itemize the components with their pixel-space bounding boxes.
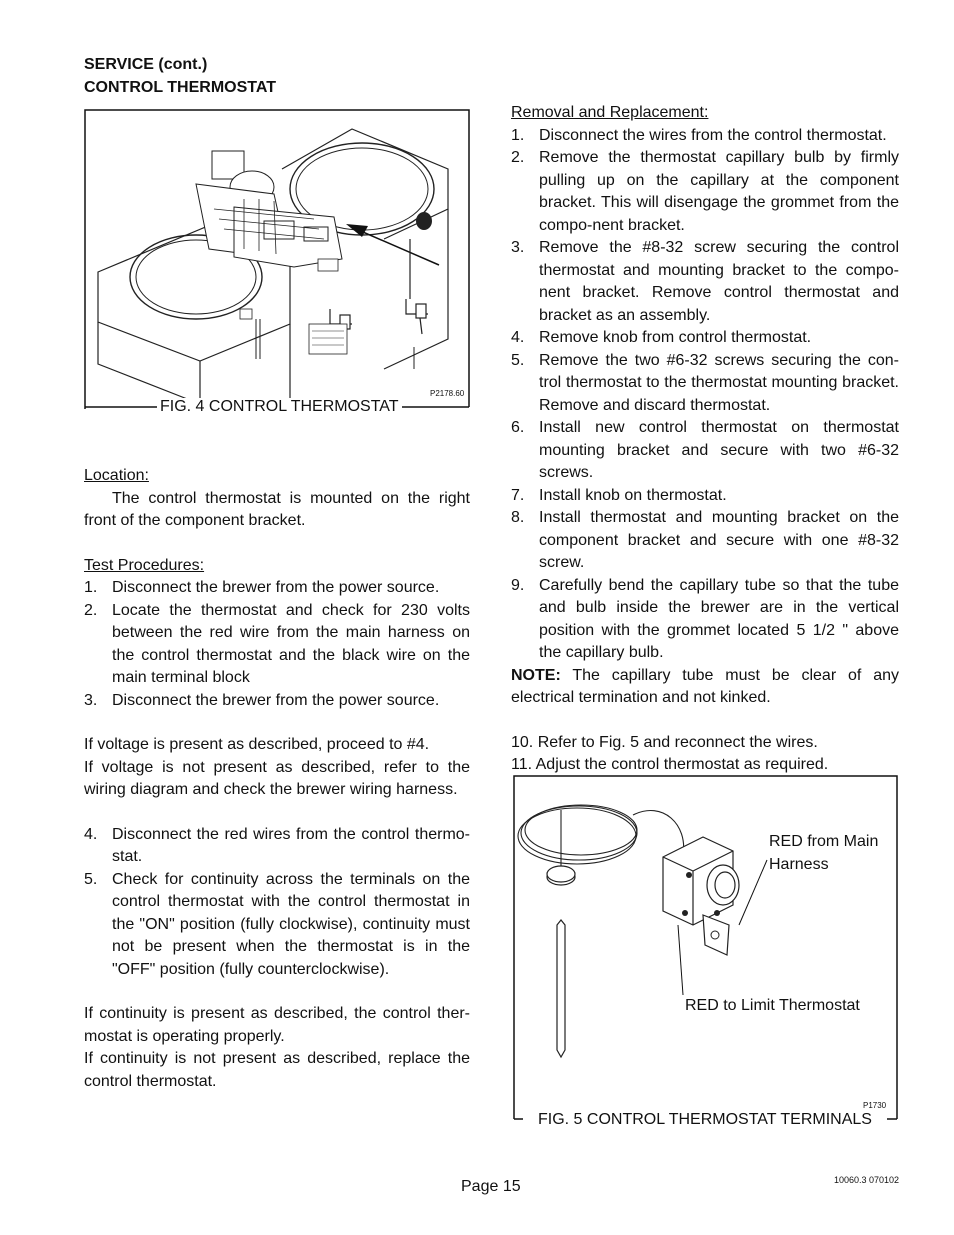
list-item <box>511 417 899 485</box>
page-number: Page 15 <box>461 1178 521 1195</box>
label-red-main-line1: RED from Main <box>769 833 879 850</box>
step-number: 1. <box>84 579 98 596</box>
subsection-heading: CONTROL THERMOSTAT <box>84 79 276 96</box>
fig4-part-id: P2178.60 <box>430 389 465 398</box>
step-number: 1. <box>511 126 525 144</box>
step-text: Locate the thermostat and check for 230 volts between the red wire from the main harness on the control thermostat and the black wire on the main terminal block <box>112 601 470 686</box>
step-10: 10. Refer to Fig. 5 and reconnect the wires. <box>511 733 818 751</box>
location-text: The control thermostat is mounted on the right front of the component bracket. <box>84 489 470 529</box>
list-item <box>511 125 899 148</box>
voltage-not-present-text: If voltage is not present as described, refer to the wiring diagram and check the brewer wiring harness. <box>84 758 470 798</box>
continuity-not-present-text: If continuity is not present as described, replace the control thermostat. <box>84 1050 470 1090</box>
location-heading: Location: <box>84 467 149 484</box>
test-steps-list <box>84 577 470 712</box>
step-number: 9. <box>511 576 525 594</box>
fig5-caption: FIG. 5 CONTROL THERMOSTAT TERMINALS <box>535 1111 875 1129</box>
step-number: 3. <box>511 239 525 256</box>
step-text: Disconnect the red wires from the control thermo-stat. <box>112 825 470 865</box>
step-text: Install new control thermostat on thermostat mounting bracket and secure with two #6-32 screws. <box>539 419 899 481</box>
document-id: 10060.3 070102 <box>834 1175 900 1185</box>
note-text: The capillary tube must be clear of any electrical termination and not kinked. <box>511 666 899 706</box>
step-text: Check for continuity across the terminals on the control thermostat with the control thermostat in the "ON" position (fully clockwise), continuity must not be present when the thermostat is in the "OFF" position (fully counterclockwise). <box>112 870 470 978</box>
step-text: Install thermostat and mounting bracket on the component bracket and secure with one #8-32 screw. <box>539 509 899 571</box>
step-number: 4. <box>84 825 98 843</box>
section-heading: SERVICE (cont.) <box>84 56 208 73</box>
note <box>511 665 899 710</box>
list-item <box>511 147 899 237</box>
list-item <box>511 575 899 665</box>
fig4-illustration <box>84 109 470 409</box>
step-number: 5. <box>511 351 525 369</box>
list-item <box>511 237 899 327</box>
step-text: Remove knob from control thermostat. <box>539 329 812 346</box>
list-item <box>511 507 899 575</box>
left-column <box>84 465 470 1093</box>
list-item <box>511 327 899 350</box>
step-number: 4. <box>511 329 525 346</box>
step-number: 2. <box>511 149 525 166</box>
step-number: 6. <box>511 419 525 436</box>
fig4-caption: FIG. 4 CONTROL THERMOSTAT <box>157 398 402 416</box>
list-item <box>511 485 899 508</box>
step-11: 11. Adjust the control thermostat as required. <box>511 756 829 773</box>
label-red-main-line2: Harness <box>769 856 829 873</box>
step-text: Carefully bend the capillary tube so that the tube and bulb inside the brewer are in the vertical position with the grommet located 5 1/2 " above the capillary bulb. <box>539 576 899 661</box>
fig4-frame <box>84 109 470 409</box>
removal-steps-list <box>511 125 899 665</box>
step-number: 5. <box>84 870 98 888</box>
right-column <box>511 102 899 777</box>
list-item <box>84 690 470 713</box>
label-red-limit: RED to Limit Thermostat <box>685 997 860 1014</box>
step-text: Remove the #8-32 screw securing the control thermostat and mounting bracket to the compo-nent bracket. Remove control thermostat and bracket as an assembly. <box>539 239 899 324</box>
step-number: 8. <box>511 509 525 526</box>
test-steps-list-2 <box>84 824 470 982</box>
step-text: Disconnect the wires from the control thermostat. <box>539 126 887 144</box>
step-text: Disconnect the brewer from the power source. <box>112 691 440 709</box>
fig5-part-id: P1730 <box>863 1101 887 1110</box>
list-item <box>84 577 470 600</box>
continuity-present-text: If continuity is present as described, the control ther-mostat is operating properly. <box>84 1005 470 1045</box>
removal-heading: Removal and Replacement: <box>511 104 709 121</box>
step-text: Install knob on thermostat. <box>539 486 727 504</box>
step-number: 2. <box>84 601 98 619</box>
fig5-illustration <box>513 775 898 1125</box>
voltage-present-text: If voltage is present as described, proceed to #4. <box>84 736 430 753</box>
step-number: 3. <box>84 691 98 709</box>
step-text: Remove the thermostat capillary bulb by firmly pulling up on the capillary at the component bracket. This will disengage the grommet from the compo-nent bracket. <box>539 149 899 234</box>
step-text: Remove the two #6-32 screws securing the con-trol thermostat to the thermostat mounting bracket. Remove and discard thermostat. <box>539 351 899 414</box>
list-item <box>84 824 470 869</box>
step-text: Disconnect the brewer from the power source. <box>112 579 440 596</box>
step-number: 7. <box>511 486 525 504</box>
list-item <box>84 600 470 690</box>
note-label: NOTE: <box>511 666 561 684</box>
list-item <box>84 869 470 982</box>
fig5-frame <box>513 775 898 1125</box>
test-procedures-heading: Test Procedures: <box>84 556 205 574</box>
list-item <box>511 350 899 418</box>
